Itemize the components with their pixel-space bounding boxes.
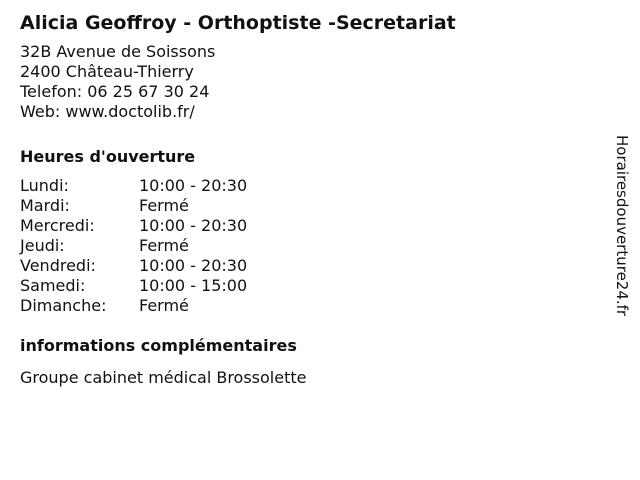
time-value: Fermé (139, 236, 189, 255)
hours-row-dimanche (20, 296, 600, 316)
day-label: Dimanche: (20, 296, 107, 315)
contact-info (20, 42, 600, 122)
time-value: 10:00 - 20:30 (139, 176, 248, 195)
extra-info-heading: informations complémentaires (20, 336, 297, 355)
site-watermark[interactable]: Horairesdouverture24.fr (613, 135, 631, 317)
hours-row-mardi (20, 196, 600, 216)
day-label: Samedi: (20, 276, 86, 295)
time-value: Fermé (139, 196, 189, 215)
hours-row-mercredi (20, 216, 600, 236)
day-label: Lundi: (20, 176, 69, 195)
hours-row-vendredi (20, 256, 600, 276)
address-city: 2400 Château-Thierry (20, 62, 194, 81)
website-link[interactable]: Web: www.doctolib.fr/ (20, 102, 195, 121)
hours-row-samedi (20, 276, 600, 296)
opening-hours-table (20, 176, 600, 316)
time-value: Fermé (139, 296, 189, 315)
hours-row-lundi (20, 176, 600, 196)
address-street: 32B Avenue de Soissons (20, 42, 216, 61)
business-card (20, 10, 600, 388)
time-value: 10:00 - 15:00 (139, 276, 248, 295)
extra-info-text: Groupe cabinet médical Brossolette (20, 368, 307, 387)
time-value: 10:00 - 20:30 (139, 256, 248, 275)
business-name: Alicia Geoffroy - Orthoptiste -Secretariat (20, 12, 456, 34)
day-label: Mercredi: (20, 216, 95, 235)
day-label: Vendredi: (20, 256, 96, 275)
hours-heading: Heures d'ouverture (20, 147, 196, 166)
time-value: 10:00 - 20:30 (139, 216, 248, 235)
hours-row-jeudi (20, 236, 600, 256)
phone-number[interactable]: Telefon: 06 25 67 30 24 (20, 82, 210, 101)
day-label: Mardi: (20, 196, 70, 215)
day-label: Jeudi: (20, 236, 65, 255)
